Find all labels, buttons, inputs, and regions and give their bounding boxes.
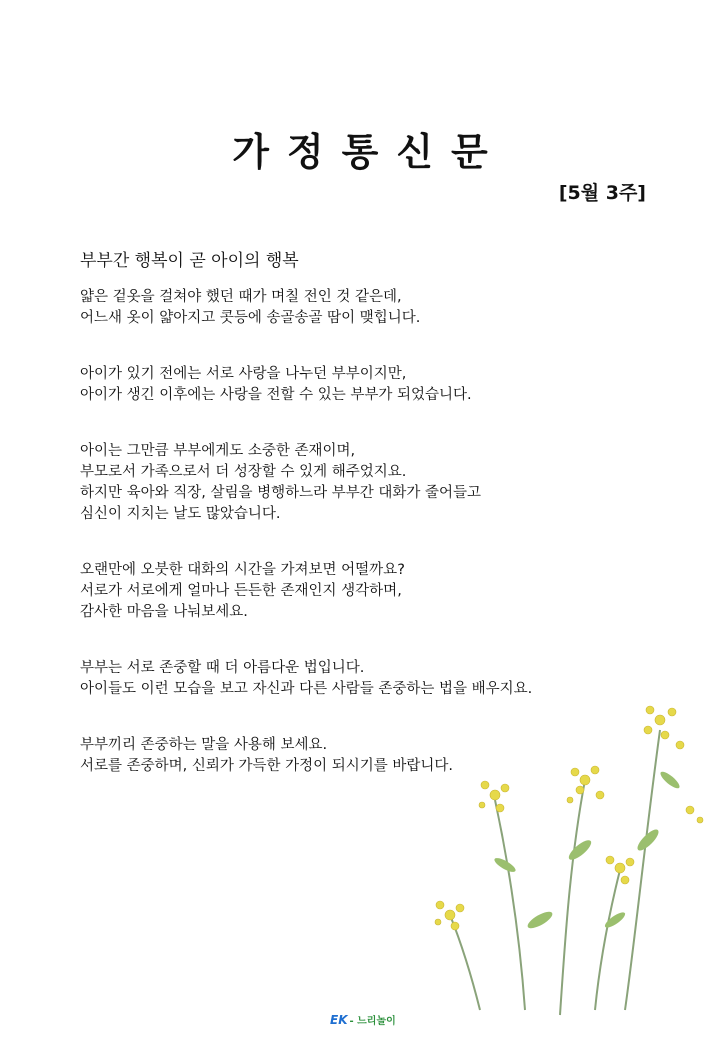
subtitle: 부부간 행복이 곧 아이의 행복 — [80, 251, 299, 272]
text-line: 부부끼리 존중하는 말을 사용해 보세요. — [80, 737, 328, 753]
text-line: 서로를 존중하며, 신뢰가 가득한 가정이 되시기를 바랍니다. — [80, 758, 454, 774]
paragraph — [80, 441, 640, 525]
logo-ek: EK — [330, 1013, 348, 1027]
text-line: 오랜만에 오붓한 대화의 시간을 가져보면 어떨까요? — [80, 562, 405, 578]
publisher-logo — [330, 1012, 396, 1027]
text-line: 하지만 육아와 직장, 살림을 병행하느라 부부간 대화가 줄어들고 — [80, 485, 482, 501]
text-line: 감사한 마음을 나눠보세요. — [80, 604, 248, 620]
text-line: 서로가 서로에게 얼마나 든든한 존재인지 생각하며, — [80, 583, 402, 599]
paragraph — [80, 560, 640, 623]
text-line: 아이는 그만큼 부부에게도 소중한 존재이며, — [80, 443, 356, 459]
text-line: 부모로서 가족으로서 더 성장할 수 있게 해주었지요. — [80, 464, 407, 480]
text-line: 부부는 서로 존중할 때 더 아름다운 법입니다. — [80, 660, 365, 676]
logo-text: - 느리놀이 — [349, 1016, 396, 1027]
page-title: 가정통신문 — [232, 130, 506, 175]
text-line: 아이들도 이런 모습을 보고 자신과 다른 사람들 존중하는 법을 배우지요. — [80, 681, 533, 697]
text-line: 어느새 옷이 얇아지고 콧등에 송골송골 땀이 맺힙니다. — [80, 310, 421, 326]
paragraph — [80, 364, 640, 406]
week-label: [5월 3주] — [558, 182, 646, 204]
text-line: 아이가 있기 전에는 서로 사랑을 나누던 부부이지만, — [80, 366, 407, 382]
text-line: 얇은 겉옷을 걸쳐야 했던 때가 며칠 전인 것 같은데, — [80, 289, 402, 305]
rapeseed-flower-illustration — [420, 690, 720, 1020]
text-line: 심신이 지치는 날도 많았습니다. — [80, 506, 281, 522]
text-line: 아이가 생긴 이후에는 사랑을 전할 수 있는 부부가 되었습니다. — [80, 387, 472, 403]
paragraph — [80, 287, 640, 329]
